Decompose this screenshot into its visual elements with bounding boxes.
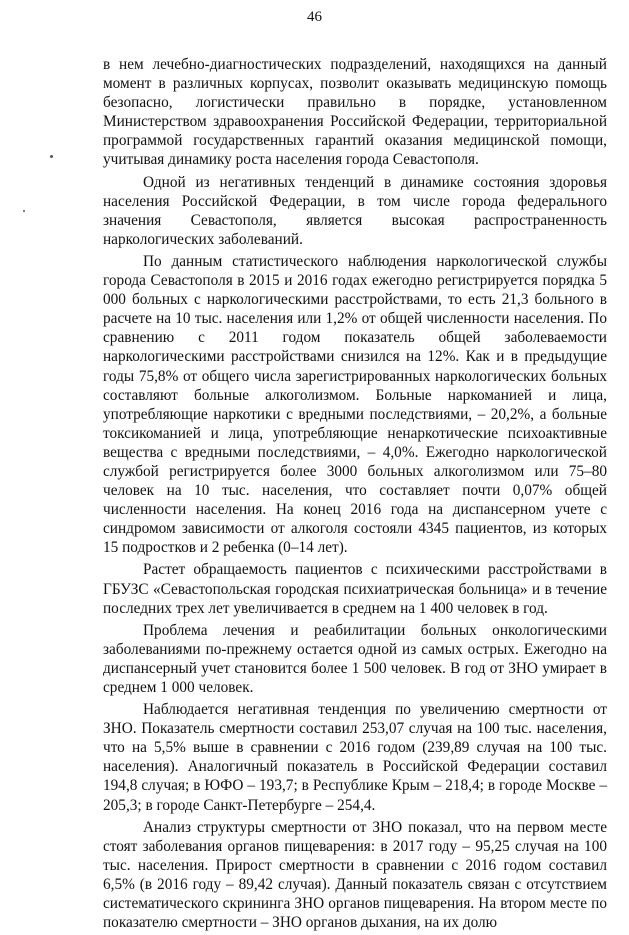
scan-speck [23,210,25,212]
page-number: 46 [307,9,322,25]
paragraph-mortality-structure: Анализ структуры смертности от ЗНО показал, что на первом месте стоят заболевания органов пищеварения: в 2017 году – 95,25 случая на 100 тыс. населения. Прирост смертности в сравнении с 2016 годом составил 6,5% (в 2016 году – 89,42 случая). Данный показатель связан с отсутствием систематического скрининга ЗНО органов пищеварения. На втором месте по показателю смертности – ЗНО органов дыхания, на их долю [103,818,607,932]
paragraph-continuation: в нем лечебно-диагностических подразделений, находящихся на данный момент в различных корпусах, позволит оказывать медицинскую помощь безопасно, логистически правильно в порядке, установленном Министерством здравоохранения Российской Федерации, территориальной программой государственных гарантий оказания медицинской помощи, учитывая динамику роста населения города Севастополя. [103,56,607,169]
document-body [103,55,607,935]
paragraph-cancer-mortality: Наблюдается негативная тенденция по увеличению смертности от ЗНО. Показатель смертности составил 253,07 случая на 100 тыс. населения, что на 5,5% выше в сравнении с 2016 годом (239,89 случая на 100 тыс. населения). Аналогичный показатель в Российской Федерации составил 194,8 случая; в ЮФО – 193,7; в Республике Крым – 218,4; в городе Москве – 205,3; в городе Санкт-Петербурге – 254,4. [103,701,607,814]
scan-speck [50,155,53,158]
paragraph-narcology-intro: Одной из негативных тенденций в динамике состояния здоровья населения Российской Федерации, в том числе города федерального значения Севастополя, является высокая распространенность наркологических заболеваний. [103,173,607,248]
paragraph-oncology-problem: Проблема лечения и реабилитации больных онкологическими заболеваниями по-прежнему остается одной из самых острых. Ежегодно на диспансерный учет становится более 1 500 человек. В год от ЗНО умирает в среднем 1 000 человек. [103,621,607,696]
paragraph-narcology-statistics: По данным статистического наблюдения наркологической службы города Севастополя в 2015 и 2016 годах ежегодно регистрируется порядка 5 000 больных с наркологическими расстройствами, то есть 21,3 больного в расчете на 10 тыс. населения или 1,2% от общей численности населения. По сравнению с 2011 годом показатель общей заболеваемости наркологическими расстройствами снизился на 12%. Как и в предыдущие годы 75,8% от общего числа зарегистрированных наркологических больных составляют больные алкоголизмом. Больные наркоманией и лица, употребляющие наркотики с вредными последствиями, – 20,2%, а больные токсикоманией и лица, употребляющие ненаркотические психоактивные вещества с вредными последствиями, – 4,0%. Ежегодно наркологической службой регистрируется более 3000 больных алкоголизмом или 75–80 человек на 10 тыс. населения, что составляет почти 0,07% общей численности населения. На конец 2016 года на диспансерном учете с синдромом зависимости от алкоголя состояли 4345 пациентов, из которых 15 подростков и 2 ребенка (0–14 лет). [103,252,607,557]
paragraph-psychiatric-care: Растет обращаемость пациентов с психическими расстройствами в ГБУЗС «Севастопольская городская психиатрическая больница» и в течение последних трех лет увеличивается в среднем на 1 400 человек в год. [103,561,607,617]
